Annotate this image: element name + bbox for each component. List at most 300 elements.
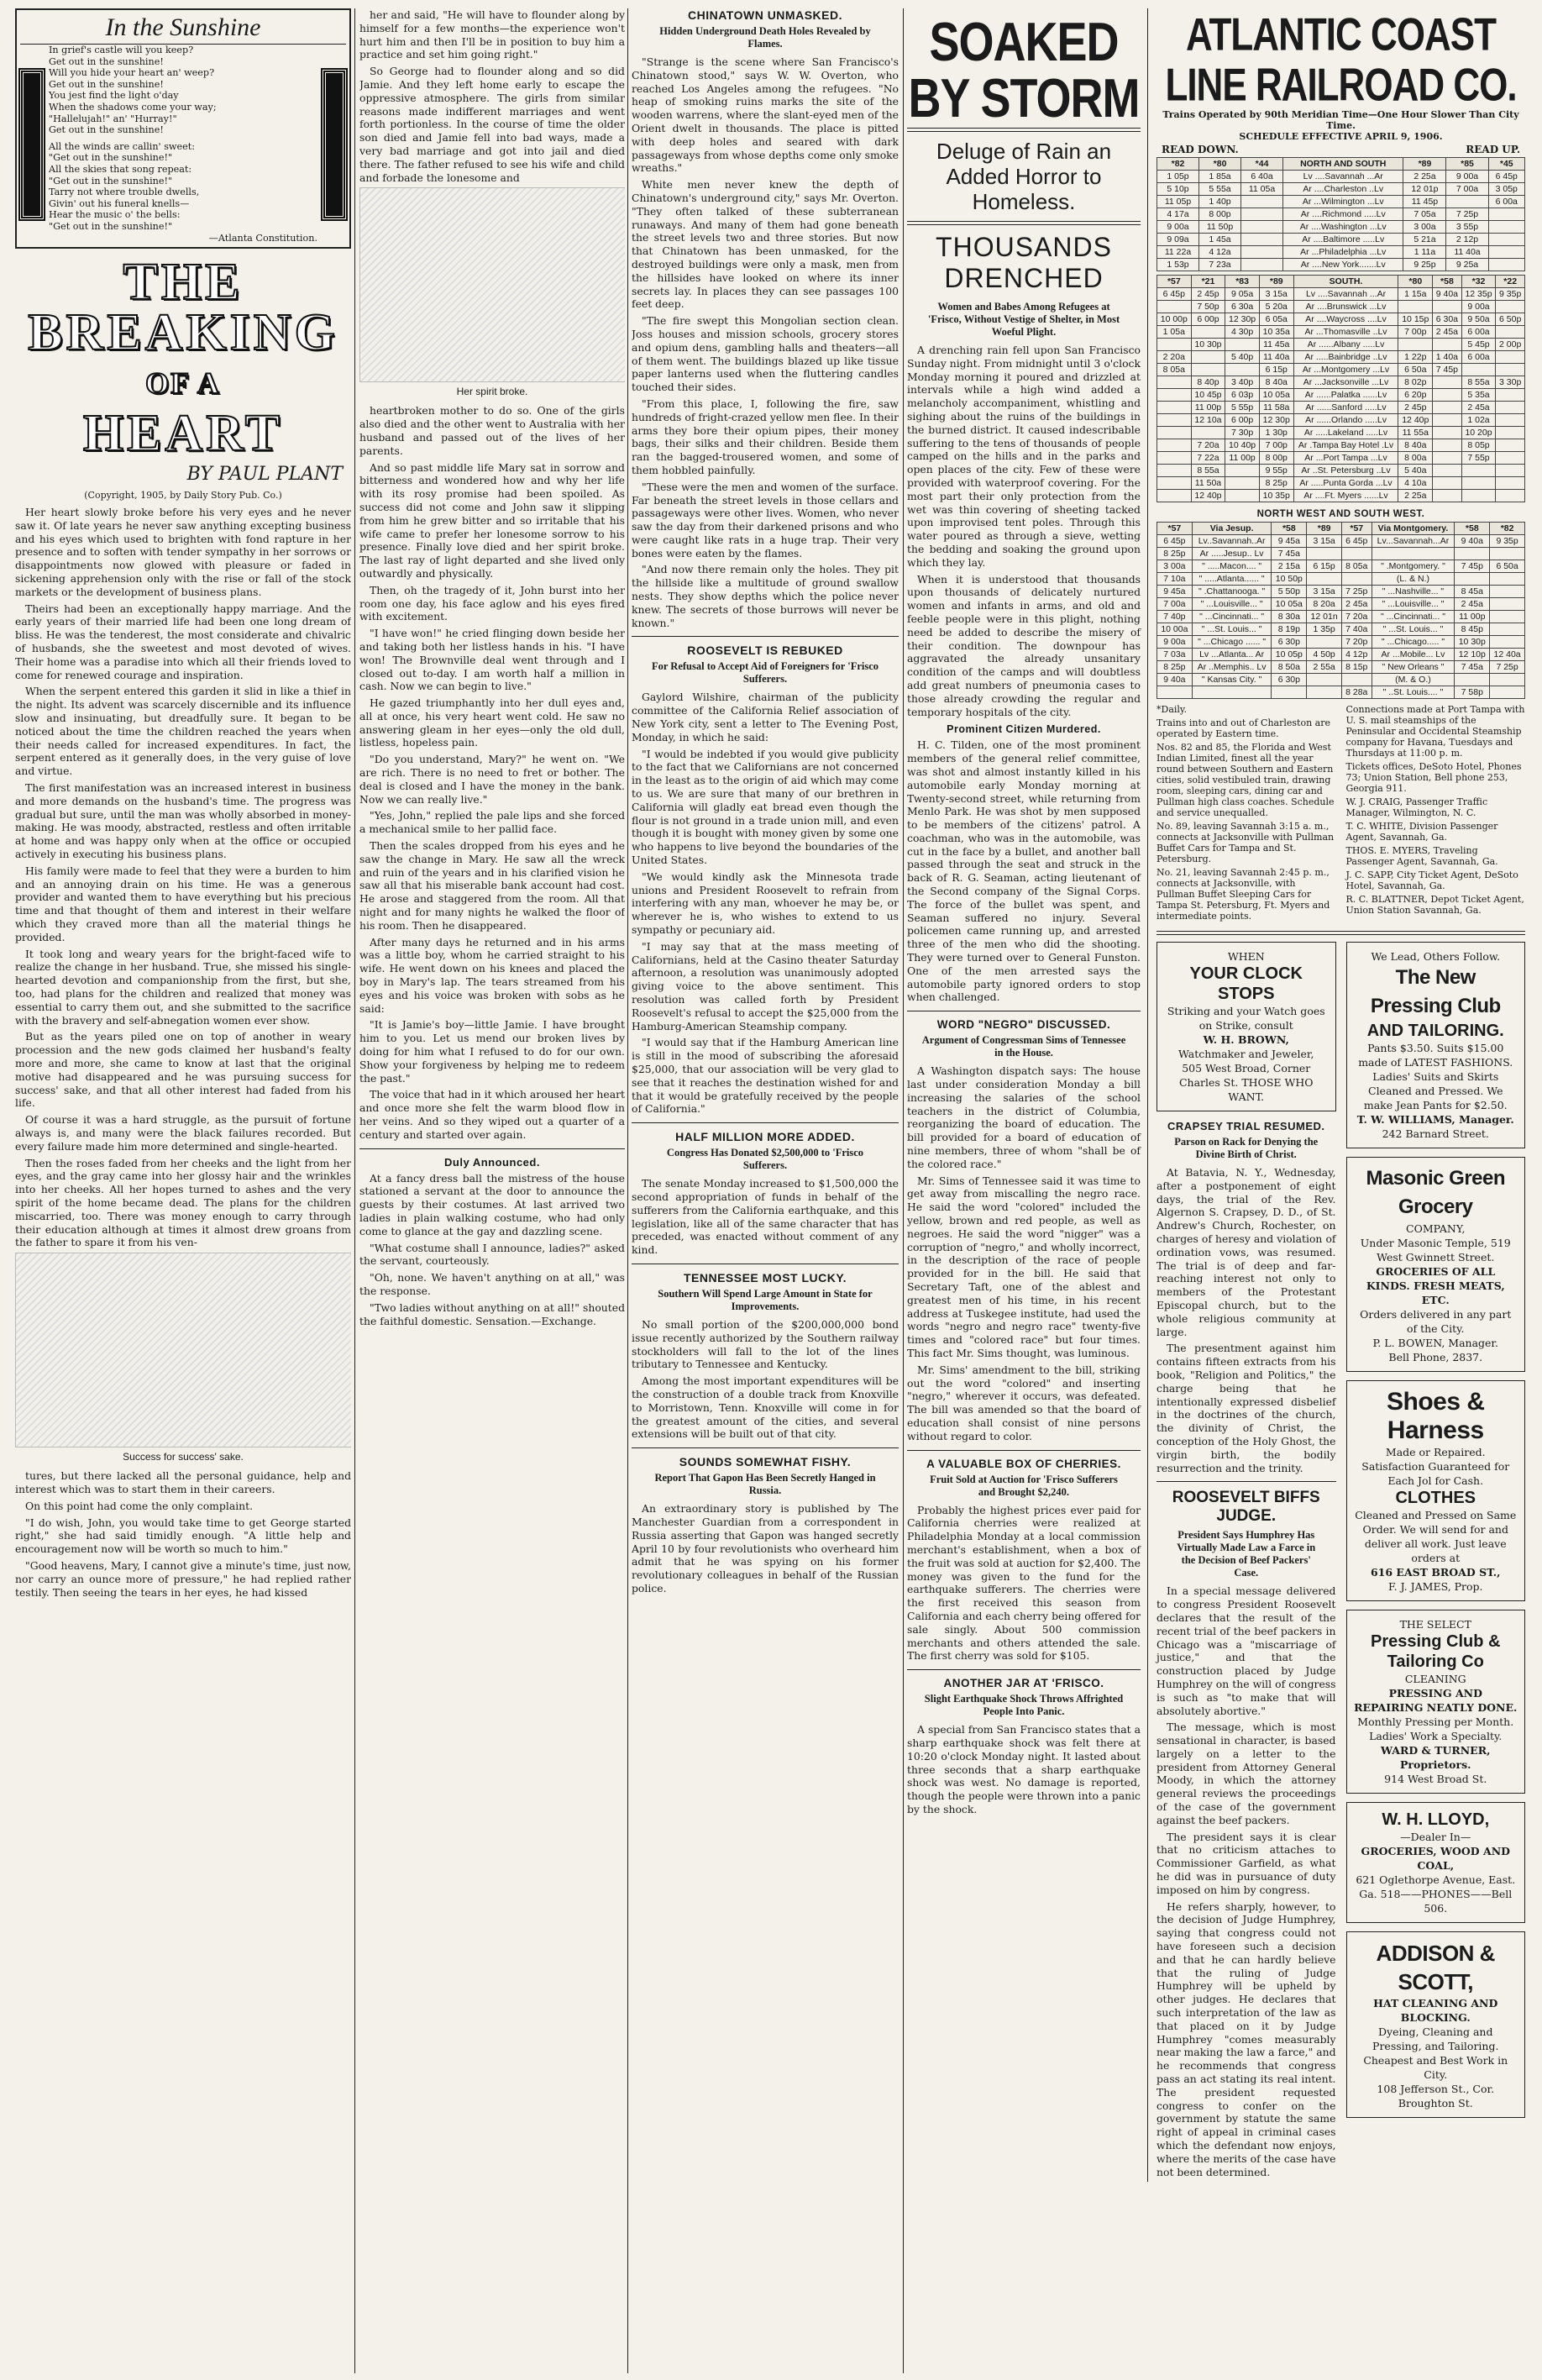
timetable-cell bbox=[1241, 259, 1283, 271]
timetable-cell: 8 19p bbox=[1272, 623, 1307, 636]
timetable-cell: 7 20a bbox=[1191, 439, 1225, 452]
ad-shoes-line: Made or Repaired. bbox=[1385, 1446, 1486, 1458]
crapsey-paragraph: The presentment against him contains fifteen extracts from his book, "Religion and Politics," the charge being that he intentionally expressed disbelief in the doctrines of the church, the divinity of Christ, the conception of the Holy Ghost, the virgin birth, the bodily resurrection and the trinity. bbox=[1156, 1342, 1336, 1474]
soaked-deck-2: THOUSANDS DRENCHED bbox=[936, 232, 1112, 293]
timetable-cell: Ar ....Charleston ..Lv bbox=[1283, 183, 1403, 196]
timetable-cell: 1 85a bbox=[1199, 171, 1241, 183]
timetable-cell: 7 25p bbox=[1490, 661, 1525, 674]
timetable-cell: 8 45a bbox=[1455, 586, 1490, 598]
timetable-cell: 8 00p bbox=[1199, 208, 1241, 221]
column-4-right-b bbox=[1346, 942, 1526, 2182]
poem-lines bbox=[49, 45, 317, 244]
timetable-cell: (L. & N.) bbox=[1372, 573, 1455, 586]
crapsey-body bbox=[1156, 1166, 1336, 1474]
timetable-cell: 8 30a bbox=[1272, 611, 1307, 623]
timetable-cell: 8 40a bbox=[1398, 439, 1433, 452]
timetable-cell: 9 45a bbox=[1272, 535, 1307, 548]
timetable-cell: 9 35p bbox=[1496, 288, 1525, 301]
fishy-headline: SOUNDS SOMEWHAT FISHY. bbox=[679, 1455, 852, 1469]
timetable-cell: 7 55p bbox=[1461, 452, 1496, 465]
timetable-cell: 8 15p bbox=[1342, 661, 1372, 674]
story-title-line-2: HEART bbox=[82, 405, 284, 463]
column-4-right-a bbox=[1156, 942, 1336, 2182]
story-title-of: OF A bbox=[145, 366, 221, 401]
timetable-cell: 10 00p bbox=[1157, 313, 1192, 326]
timetable-cell bbox=[1157, 490, 1192, 502]
timetable-cell: 6 50a bbox=[1490, 560, 1525, 573]
timetable-header-cell: *22 bbox=[1496, 276, 1525, 288]
timetable-header-cell: *57 bbox=[1342, 523, 1372, 535]
poem-attribution: —Atlanta Constitution. bbox=[208, 232, 317, 244]
timetable-row bbox=[1157, 535, 1525, 548]
tennessee-paragraph: Among the most important expenditures will be the construction of a double track from Knoxville to Morristown, Tenn. Knoxville will come in for the greatest amount of the cities, and several extensions will be built out of that city. bbox=[632, 1374, 899, 1441]
timetable-cell: 2 00p bbox=[1496, 339, 1525, 351]
timetable-cell bbox=[1488, 208, 1525, 221]
ad-clock bbox=[1156, 942, 1336, 1111]
story-paragraph: It took long and weary years for the bright-faced wife to realize the change in her husband. True, she missed his single-hearted devotion and companionship from the first, but she, too, had plans for the children and realized that money was essential to carry them out, and she submitted to the sacrifice with the bravery and self-abnegation women ever show. bbox=[15, 947, 351, 1027]
divider bbox=[632, 1122, 899, 1123]
timetable-cell: 9 55p bbox=[1259, 465, 1293, 477]
timetable-cell bbox=[1342, 548, 1372, 560]
timetable-cell: 9 05a bbox=[1225, 288, 1260, 301]
timetable-header-cell: *21 bbox=[1191, 276, 1225, 288]
tilden-body: H. C. Tilden, one of the most prominent members of the general relief committee, was shot and almost instantly killed in his automobile early Monday morning at Twenty-second street, while returning from Menlo Park. He was shot by men supposed to be members of the citizens' patrol. A coachman, who was in the automobile, was cut in the face by a bullet, and another ball passed through the seat and struck in the back of R. G. Seaman, acting lieutenant of the Second company of the Signal Corps. The force of the bullet was spent, and Seaman suffered no injury. Several policemen came running up, and arrested three of the men who did the shooting. They were turned over to General Funston. One of the men arrested says the automobile party ignored orders to stop when challenged. bbox=[907, 738, 1141, 1004]
timetable-header-cell: *45 bbox=[1488, 158, 1525, 171]
timetable-cell: 1 40p bbox=[1199, 196, 1241, 208]
timetable-cell bbox=[1192, 686, 1272, 699]
soaked-headline: SOAKED BY STORM bbox=[908, 12, 1140, 129]
ornament-bar-right bbox=[323, 70, 346, 219]
timetable-cell: Ar ..St. Petersburg ..Lv bbox=[1293, 465, 1398, 477]
poem-line: "Get out in the sunshine!" bbox=[49, 175, 173, 187]
timetable-cell: 2 25a bbox=[1398, 490, 1433, 502]
timetable-cell: 10 00a bbox=[1157, 623, 1193, 636]
divider bbox=[359, 1148, 625, 1149]
timetable-cell: 7 45p bbox=[1455, 560, 1490, 573]
timetable-header-cell: *89 bbox=[1259, 276, 1293, 288]
timetable-cell: 9 09a bbox=[1157, 234, 1199, 246]
column-rule bbox=[903, 8, 904, 2373]
timetable-note: R. C. BLATTNER, Depot Ticket Agent, Union Station Savannah, Ga. bbox=[1345, 894, 1524, 916]
notes-right bbox=[1346, 704, 1526, 924]
soaked-paragraph: A drenching rain fell upon San Francisco Sunday night. From midnight until 3 o'clock Monday morning it poured and drizzled at intervals while a high wind added a melancholy accompaniment, whistling and sighing about the ruins of the buildings in the burned district. It caused indescribable suffering to the tens of thousands of people camped on the hills and in the parks and open places of the city. Few of these were provided with waterproof covering. For the most part their only protection from the wet was thin covering of sheeting tacked upon improvised tent poles. Through this water poured as through a sieve, wetting the bedding and soaking the ground upon which they lay. bbox=[907, 344, 1141, 569]
ad-masonic-line: Masonic Green Grocery bbox=[1366, 1167, 1506, 1218]
timetable-cell: 7 23a bbox=[1199, 259, 1241, 271]
timetable-cell: 11 45a bbox=[1259, 339, 1293, 351]
story-paragraph: "I do wish, John, you would take time to get George started right," she had said timidly enough. "A little help and encouragement now will be worth so much to him." bbox=[15, 1516, 351, 1556]
timetable-cell bbox=[1433, 339, 1462, 351]
duly-paragraph: "What costume shall I announce, ladies?" asked the servant, courteously. bbox=[359, 1241, 625, 1268]
timetable-cell: 1 15a bbox=[1398, 288, 1433, 301]
timetable-cell: 8 28a bbox=[1342, 686, 1372, 699]
timetable-cell: 2 12p bbox=[1446, 234, 1488, 246]
timetable-cell: 1 05p bbox=[1157, 171, 1199, 183]
ad-masonic-grocery bbox=[1346, 1157, 1526, 1372]
timetable-cell: 2 20a bbox=[1157, 351, 1192, 364]
biffs-headline: ROOSEVELT BIFFS JUDGE. bbox=[1172, 1489, 1320, 1526]
timetable-cell bbox=[1157, 376, 1192, 389]
timetable-cell: 10 15p bbox=[1398, 313, 1433, 326]
timetable-cell: 10 35a bbox=[1259, 326, 1293, 339]
timetable-cell: 8 25p bbox=[1157, 661, 1193, 674]
jar-subhead: Slight Earthquake Shock Throws Affrighted People Into Panic. bbox=[924, 1693, 1124, 1718]
timetable-cell: 12 40p bbox=[1398, 414, 1433, 427]
timetable-cell: 6 45p bbox=[1488, 171, 1525, 183]
timetable-cell: 10 45p bbox=[1191, 389, 1225, 402]
timetable-cell: " ..St. Louis.... " bbox=[1372, 686, 1455, 699]
timetable-cell: 11 22a bbox=[1157, 246, 1199, 259]
timetable-cell bbox=[1496, 414, 1525, 427]
ad-pressing-line: The New Pressing Club bbox=[1370, 966, 1501, 1017]
timetable-cell: Lv ...Atlanta... Ar bbox=[1192, 649, 1272, 661]
timetable-note: T. C. WHITE, Division Passenger Agent, Savannah, Ga. bbox=[1345, 821, 1498, 843]
timetable-cell: 9 35p bbox=[1490, 535, 1525, 548]
timetable-cell: Ar ...Jacksonville ...Lv bbox=[1293, 376, 1398, 389]
timetable-cell bbox=[1433, 376, 1462, 389]
timetable-cell: 1 11a bbox=[1403, 246, 1446, 259]
divider bbox=[632, 1447, 899, 1448]
ad-select-line: Pressing Club & Tailoring Co bbox=[1371, 1632, 1501, 1671]
timetable-cell bbox=[1488, 234, 1525, 246]
biffs-paragraph: In a special message delivered to congress President Roosevelt declares that the result of the recent trial of the beef packers in Chicago was a "miscarriage of justice," and that the construction placed by Judge Humphrey on the will of congress is such as "to make that will absolutely abortive." bbox=[1156, 1584, 1336, 1717]
timetable-cell: 7 25p bbox=[1342, 586, 1372, 598]
timetable-note: No. 21, leaving Savannah 2:45 p. m., connects at Jacksonville, with Pullman Buffet Sleeping Cars for Tampa St. Petersburg, Ft. Myers and intermediate points. bbox=[1156, 867, 1330, 922]
timetable-cell: 6 50a bbox=[1398, 364, 1433, 376]
timetable-row bbox=[1157, 402, 1525, 414]
story-paragraph: Theirs had been an exceptionally happy marriage. And the early years of their married life had been one long dream of bliss. He was the tenderest, the most considerate and chivalric of husbands, she the sweetest and most devoted of wives. Their home was a paradise into which all their friends loved to come for renewed courage and inspiration. bbox=[15, 602, 351, 681]
ad-clock-line: YOUR CLOCK STOPS bbox=[1189, 964, 1303, 1003]
timetable-cell: 9 25a bbox=[1446, 259, 1488, 271]
timetable-cell: 7 40a bbox=[1342, 623, 1372, 636]
story-paragraph: Of course it was a hard struggle, as the pursuit of fortune always is, and many were the black failures recorded. But every failure made him more determined and single-hearted. bbox=[15, 1113, 351, 1153]
cherries-headline: A VALUABLE BOX OF CHERRIES. bbox=[926, 1457, 1121, 1470]
timetable-cell: 10 20p bbox=[1461, 427, 1496, 439]
timetable-cell: 3 15a bbox=[1307, 535, 1342, 548]
timetable-row bbox=[1157, 246, 1525, 259]
timetable-cell bbox=[1372, 548, 1455, 560]
timetable-note: W. J. CRAIG, Passenger Traffic Manager, Wilmington, N. C. bbox=[1345, 796, 1488, 818]
story-continued bbox=[359, 404, 625, 1141]
timetable-header-cell: *32 bbox=[1461, 276, 1496, 288]
timetable-cell bbox=[1241, 221, 1283, 234]
timetable-cell: 11 05p bbox=[1157, 196, 1199, 208]
ad-lloyd-line: —Dealer In— bbox=[1400, 1831, 1471, 1843]
negro-subhead: Argument of Congressman Sims of Tennessee in the House. bbox=[921, 1034, 1126, 1059]
ornament-bar-left bbox=[20, 70, 44, 219]
timetable-cell: Ar ...Port Tampa ...Lv bbox=[1293, 452, 1398, 465]
timetable-cell bbox=[1496, 301, 1525, 313]
timetable-cell: 6 15p bbox=[1259, 364, 1293, 376]
timetable-header-cell: Via Jesup. bbox=[1192, 523, 1272, 535]
ad-pressing-line: Pants $3.50. Suits $15.00 made of LATEST FASHIONS. bbox=[1358, 1042, 1513, 1069]
timetable-cell bbox=[1225, 490, 1260, 502]
timetable-header-row bbox=[1157, 276, 1525, 288]
ad-masonic-line: P. L. BOWEN, Manager. bbox=[1372, 1337, 1499, 1349]
timetable-cell: Lv ....Savannah ...Ar bbox=[1283, 171, 1403, 183]
timetable-cell: 10 35p bbox=[1259, 490, 1293, 502]
timetable-cell: 8 40p bbox=[1191, 376, 1225, 389]
timetable-row bbox=[1157, 674, 1525, 686]
timetable-cell: 9 40a bbox=[1455, 535, 1490, 548]
ad-shoes-line: CLOTHES bbox=[1395, 1489, 1476, 1507]
ad-addison-line: Dyeing, Cleaning and Pressing, and Tailoring. bbox=[1372, 2025, 1499, 2052]
story-title bbox=[15, 254, 351, 463]
timetable-row bbox=[1157, 649, 1525, 661]
negro-paragraph: Mr. Sims' amendment to the bill, striking out the word "colored" and inserting "negro," wherever it occurs, was defeated. The bill was amended so that the board of education shall consist of nine persons without regard to color. bbox=[907, 1363, 1141, 1442]
timetable-cell bbox=[1225, 339, 1260, 351]
story-paragraph: He gazed triumphantly into her dull eyes and, all at once, his very heart went cold. He saw no answering gleam in her eyes—only the old dull, listless, hopeless pain. bbox=[359, 696, 625, 749]
timetable-cell: Ar ...Wilmington ...Lv bbox=[1283, 196, 1403, 208]
timetable-cell: 8 00p bbox=[1259, 452, 1293, 465]
timetable-row bbox=[1157, 427, 1525, 439]
half-million-headline: HALF MILLION MORE ADDED. bbox=[675, 1130, 855, 1144]
timetable-cell: 5 10p bbox=[1157, 183, 1199, 196]
timetable-cell: Ar ...Philadelphia ...Lv bbox=[1283, 246, 1403, 259]
tennessee-headline: TENNESSEE MOST LUCKY. bbox=[683, 1270, 847, 1285]
timetable-cell bbox=[1496, 389, 1525, 402]
timetable-cell: 7 22a bbox=[1191, 452, 1225, 465]
ad-addison-line: 108 Jefferson St., Cor. Broughton St. bbox=[1377, 2083, 1495, 2109]
biffs-paragraph: The president says it is clear that no criticism attaches to Commissioner Garfield, as what he did was in pursuance of duty imposed on him by congress. bbox=[1156, 1830, 1336, 1896]
timetable-row bbox=[1157, 326, 1525, 339]
chinatown-paragraph: "Strange is the scene where San Francisco's Chinatown stood," says W. W. Overton, who reached Los Angeles among the refugees. "No heap of smoking ruins marks the site of the wooden warrens, where the slant-eyed men of the Orient dwelt in thousands. The place is pitted with deep holes and seared with dark passageways from whose depths come only smoke wreaths." bbox=[632, 55, 899, 175]
timetable-cell: 1 40a bbox=[1433, 351, 1462, 364]
divider bbox=[907, 1450, 1141, 1451]
timetable-cell: 8 25p bbox=[1157, 548, 1193, 560]
column-4 bbox=[907, 8, 1525, 2182]
timetable-row bbox=[1157, 686, 1525, 699]
ad-shoes-line: Satisfaction Guaranteed for Each Jol for Cash. bbox=[1361, 1460, 1510, 1487]
poem-body bbox=[20, 45, 346, 244]
timetable-cell: 7 20a bbox=[1342, 611, 1372, 623]
timetable-cell: 8 00a bbox=[1398, 452, 1433, 465]
timetable-row bbox=[1157, 598, 1525, 611]
timetable-cell: 11 00p bbox=[1191, 402, 1225, 414]
timetable-cell: 2 15a bbox=[1272, 560, 1307, 573]
sunshine-title: In the Sunshine bbox=[20, 13, 346, 45]
timetable-cell bbox=[1225, 477, 1260, 490]
timetable-cell bbox=[1157, 414, 1192, 427]
timetable-cell bbox=[1342, 573, 1372, 586]
crapsey-subhead: Parson on Rack for Denying the Divine Birth of Christ. bbox=[1174, 1136, 1319, 1160]
timetable-cell bbox=[1191, 427, 1225, 439]
ad-shoes-line: Cleaned and Pressed on Same Order. We will send for and deliver all work. Just leave orders at bbox=[1355, 1509, 1517, 1564]
timetable-row bbox=[1157, 183, 1525, 196]
timetable-cell: 7 00a bbox=[1446, 183, 1488, 196]
timetable-cell bbox=[1496, 465, 1525, 477]
timetable-cell: 1 35p bbox=[1307, 623, 1342, 636]
timetable-cell: 8 05a bbox=[1342, 560, 1372, 573]
timetable-cell: 12 40a bbox=[1490, 649, 1525, 661]
timetable-cell: " New Orleans " bbox=[1372, 661, 1455, 674]
timetable-cell: Ar .....Jesup.. Lv bbox=[1192, 548, 1272, 560]
timetable-cell bbox=[1157, 465, 1192, 477]
timetable-row bbox=[1157, 339, 1525, 351]
timetable-header-cell: Via Montgomery. bbox=[1372, 523, 1455, 535]
timetable-cell: " ...Nashville... " bbox=[1372, 586, 1455, 598]
timetable-cell: " Kansas City. " bbox=[1192, 674, 1272, 686]
story-continued-top bbox=[359, 8, 625, 184]
timetable-cell: 9 40a bbox=[1433, 288, 1462, 301]
timetable-cell bbox=[1490, 674, 1525, 686]
timetable-cell: " ...Chicago..... " bbox=[1372, 636, 1455, 649]
ad-addison-line: ADDISON & SCOTT, bbox=[1376, 1941, 1495, 1994]
timetable-cell: 2 25a bbox=[1403, 171, 1446, 183]
timetable-row bbox=[1157, 560, 1525, 573]
divider bbox=[907, 221, 1141, 225]
chinatown-paragraph: "And now there remain only the holes. They pit the hillside like a multitude of ground swallow nests. They show depths which the police never knew. The secrets of those burrows will never be known." bbox=[632, 563, 899, 629]
timetable-cell: 1 22p bbox=[1398, 351, 1433, 364]
timetable-cell: 3 40p bbox=[1225, 376, 1260, 389]
timetable-cell bbox=[1488, 259, 1525, 271]
timetable-cell bbox=[1307, 674, 1342, 686]
timetable-cell: 2 45a bbox=[1433, 326, 1462, 339]
timetable-cell: 7 45p bbox=[1433, 364, 1462, 376]
timetable-cell: 9 00a bbox=[1461, 301, 1496, 313]
timetable-cell: 6 45p bbox=[1342, 535, 1372, 548]
timetable-cell: " ...Louisville... " bbox=[1192, 598, 1272, 611]
story-paragraph: "Yes, John," replied the pale lips and she forced a mechanical smile to her pallid face. bbox=[359, 809, 625, 836]
timetable-cell: 9 45a bbox=[1157, 586, 1193, 598]
timetable-row bbox=[1157, 288, 1525, 301]
chinatown-subhead: Hidden Underground Death Holes Revealed by Flames. bbox=[659, 25, 871, 50]
timetable-cell: 7 00a bbox=[1157, 598, 1193, 611]
timetable-cell: 6 30p bbox=[1272, 636, 1307, 649]
timetable-cell: 6 05a bbox=[1259, 313, 1293, 326]
cherries-body: Probably the highest prices ever paid for California cherries were realized at Philadelphia Monday at a local commission merchant's establishment, when a box of the fruit was sold at auction for $2,400. The money was given to the fund for the earthquake sufferers. The cherries were the first received this season from California and each cherry being offered for sale singly. About 500 commission merchants and others attended the sale. The first cherry was sold for $105. bbox=[907, 1503, 1141, 1663]
crapsey-paragraph: At Batavia, N. Y., Wednesday, after a postponement of eight days, the trial of the Rev. Algernon S. Crapsey, D. D., of St. Andrew's Church, Rochester, on charges of heresy and violation of ordination vows, was resumed. The trial is of deep and far-reaching interest not only to members of the Protestant Episcopal church, but to the whole religious community at large. bbox=[1156, 1166, 1336, 1338]
fishy-body: An extraordinary story is published by The Manchester Guardian from a correspondent in Russia asserting that Gapon was hanged secretly April 10 by four revolutionists who overheard him admit that he was spying on his former revolutionary colleagues in behalf of the Russian police. bbox=[632, 1502, 899, 1595]
tilden-headline: Prominent Citizen Murdered. bbox=[947, 723, 1101, 736]
story-paragraph: Her heart slowly broke before his very eyes and he never saw it. Of late years he never saw anything excepting business and his eyes which used to brighten with fond rapture in her presence and to soften with tender sympathy in her sorrows or disappointments now glowed with pleasure or faded in sickening apprehension only with the rise or fall of the stock markets or the development of business plans. bbox=[15, 506, 351, 598]
ad-select-line: THE SELECT bbox=[1399, 1618, 1471, 1631]
timetable-cell bbox=[1398, 301, 1433, 313]
timetable-cell: 4 12a bbox=[1199, 246, 1241, 259]
negro-paragraph: A Washington dispatch says: The house last under consideration Monday a bill increasing the salaries of the school teachers in the district of Columbia, reorganizing the board of education. The bill provided for a board of education of nine members, three of whom "shall be of the colored race." bbox=[907, 1064, 1141, 1170]
ad-pressing-club bbox=[1346, 942, 1526, 1148]
ad-select-line: Monthly Pressing per Month. Ladies' Work a Specialty. bbox=[1357, 1715, 1514, 1742]
poem-line: Hear the music o' the bells: bbox=[49, 209, 181, 221]
ad-select-line: WARD & TURNER, Proprietors. bbox=[1381, 1744, 1491, 1771]
ad-masonic-line: Under Masonic Temple, 519 West Gwinnett Street. bbox=[1360, 1237, 1511, 1264]
timetable-cell: Ar ......Albany .....Lv bbox=[1293, 339, 1398, 351]
timetable-cell: 5 55a bbox=[1199, 183, 1241, 196]
timetable-cell: 6 00p bbox=[1191, 313, 1225, 326]
timetable-cell bbox=[1191, 351, 1225, 364]
timetable-cell: 11 40a bbox=[1259, 351, 1293, 364]
timetable-row bbox=[1157, 208, 1525, 221]
timetable-cell bbox=[1488, 221, 1525, 234]
timetable-cell bbox=[1157, 427, 1192, 439]
timetable-row bbox=[1157, 196, 1525, 208]
story-paragraph: So George had to flounder along and so did Jamie. And they left home early to escape the oppressive atmosphere. The girls from similar reasons made indifferent marriages and went forth portionless. In the course of time the older son died and Jamie fell into bad ways, made a very bad marriage and got into jail and died there. The father refused to see his wife and child and forbade the lonesome and bbox=[359, 65, 625, 184]
caption-success: Success for success' sake. bbox=[123, 1451, 244, 1463]
timetable-cell: 8 55a bbox=[1461, 376, 1496, 389]
timetable-cell: 3 05p bbox=[1488, 183, 1525, 196]
timetable-cell: 2 55a bbox=[1307, 661, 1342, 674]
timetable-cell: " ...Louisville... " bbox=[1372, 598, 1455, 611]
timetable-cell bbox=[1157, 402, 1192, 414]
timetable-cell: 7 03a bbox=[1157, 649, 1193, 661]
tennessee-paragraph: No small portion of the $200,000,000 bond issue recently authorized by the Southern railway stockholders will fall to the lot of the lines tributary to Tennessee and Kentucky. bbox=[632, 1317, 899, 1371]
timetable-header-cell: *57 bbox=[1157, 276, 1192, 288]
ad-lloyd bbox=[1346, 1802, 1526, 1923]
poem-line: Get out in the sunshine! bbox=[49, 78, 164, 90]
timetable-cell: 6 03p bbox=[1225, 389, 1260, 402]
timetable-cell: 11 40a bbox=[1446, 246, 1488, 259]
roosevelt-paragraph: "I would be indebted if you would give publicity to the fact that we Californians are not concerned in the least as to the origin of aid which may come to us. We are sure that many of our brethren in California will gladly eat bread even though the flour is not ground in a trade union mill, and even though it is bought with money given by some one who happens to live beyond the boundaries of the United States. bbox=[632, 747, 899, 867]
timetable-cell: Ar ......Palatka ......Lv bbox=[1293, 389, 1398, 402]
chinatown-paragraph: "From this place, I, following the fire, saw hundreds of fright-crazed yellow men flee. In their arms they bore their opium pipes, their money bags, their silks and their children. Beside them ran the bagged-trousered women, and some of them hobbled painfully. bbox=[632, 397, 899, 476]
roosevelt-paragraph: "We would kindly ask the Minnesota trade unions and President Roosevelt to refrain from interfering with any man, whoever he may be, or wherever he is, who wishes to extend to us sympathy or pecuniary aid. bbox=[632, 870, 899, 937]
timetable-cell: 11 50a bbox=[1191, 477, 1225, 490]
timetable-header-cell: *85 bbox=[1446, 158, 1488, 171]
column-rule bbox=[627, 8, 628, 2373]
timetable-cell bbox=[1433, 465, 1462, 477]
timetable-header-row bbox=[1157, 158, 1525, 171]
story-paragraph: The voice that had in it which aroused her heart and once more she felt the warm blood flow in her veins. And so they wiped out a quarter of a century and started over again. bbox=[359, 1088, 625, 1141]
timetable-cell: 3 55p bbox=[1446, 221, 1488, 234]
poem-line: All the winds are callin' sweet: bbox=[49, 140, 196, 152]
timetable-cell: 3 15a bbox=[1259, 288, 1293, 301]
timetable-note: Trains into and out of Charleston are operated by Eastern time. bbox=[1156, 717, 1330, 739]
timetable-cell bbox=[1455, 573, 1490, 586]
timetable-cell: 7 00p bbox=[1259, 439, 1293, 452]
timetable-cell: 11 00p bbox=[1455, 611, 1490, 623]
ad-select-pressing bbox=[1346, 1610, 1526, 1794]
duly-paragraph: At a fancy dress ball the mistress of the house stationed a servant at the door to announce the guests by their costumes. At last arrived two ladies in plain walking costume, who had only come to glance at the gay and dazzling scene. bbox=[359, 1171, 625, 1237]
column-3 bbox=[632, 8, 899, 1599]
timetable-header-cell: NORTH AND SOUTH bbox=[1283, 158, 1403, 171]
timetable-cell: 8 05a bbox=[1157, 364, 1192, 376]
ad-masonic-line: Orders delivered in any part of the City. bbox=[1360, 1308, 1512, 1335]
timetable-cell: 5 35a bbox=[1461, 389, 1496, 402]
timetable-row bbox=[1157, 636, 1525, 649]
timetable-row bbox=[1157, 611, 1525, 623]
soaked-deck: Deluge of Rain an Added Horror to Homeless. bbox=[936, 139, 1112, 214]
timetable-cell: Ar ..Memphis.. Lv bbox=[1192, 661, 1272, 674]
ad-clock-line: Striking and your Watch goes on Strike, consult bbox=[1167, 1005, 1325, 1032]
timetable-cell bbox=[1490, 548, 1525, 560]
timetable-cell: 11 00p bbox=[1225, 452, 1260, 465]
negro-body bbox=[907, 1064, 1141, 1442]
timetable-cell bbox=[1307, 686, 1342, 699]
timetable-cell: 4 10a bbox=[1398, 477, 1433, 490]
soaked-body bbox=[907, 344, 1141, 718]
timetable-cell bbox=[1241, 234, 1283, 246]
cherries-subhead: Fruit Sold at Auction for 'Frisco Sufferers and Brought $2,240. bbox=[930, 1473, 1118, 1498]
timetable-cell: 5 40p bbox=[1225, 351, 1260, 364]
timetable-cell bbox=[1157, 339, 1192, 351]
timetable-cell: 9 50a bbox=[1461, 313, 1496, 326]
ad-masonic-line: COMPANY, bbox=[1406, 1222, 1466, 1235]
timetable-cell: 6 20p bbox=[1398, 389, 1433, 402]
illustration-spirit bbox=[359, 187, 625, 382]
ad-shoes-line: 616 EAST BROAD ST., bbox=[1370, 1566, 1501, 1579]
timetable-cell bbox=[1433, 389, 1462, 402]
column-4-right bbox=[1156, 8, 1525, 2182]
timetable-row bbox=[1157, 452, 1525, 465]
timetable-cell: 2 45a bbox=[1461, 402, 1496, 414]
timetable-cell: 11 05a bbox=[1241, 183, 1283, 196]
ad-lloyd-line: W. H. LLOYD, bbox=[1382, 1810, 1490, 1829]
story-paragraph: And so past middle life Mary sat in sorrow and bitterness and wondered how and why her life with its rosy promise had been spoiled. As success did not come and John saw it slipping from him he grew bitter and so irritable that his wife came to prefer her lonesome sorrow to his presence. Finally love died and her spirit broke. The last ray of light departed and she lived only outwardly and physically. bbox=[359, 460, 625, 580]
timetable-header-cell: *82 bbox=[1157, 158, 1199, 171]
timetable-cell: 8 20a bbox=[1307, 598, 1342, 611]
timetable-cell: " .Montgomery. " bbox=[1372, 560, 1455, 573]
poem-line: "Hallelujah!" an' "Hurray!" bbox=[49, 113, 177, 124]
timetable-header-cell: *83 bbox=[1225, 276, 1260, 288]
